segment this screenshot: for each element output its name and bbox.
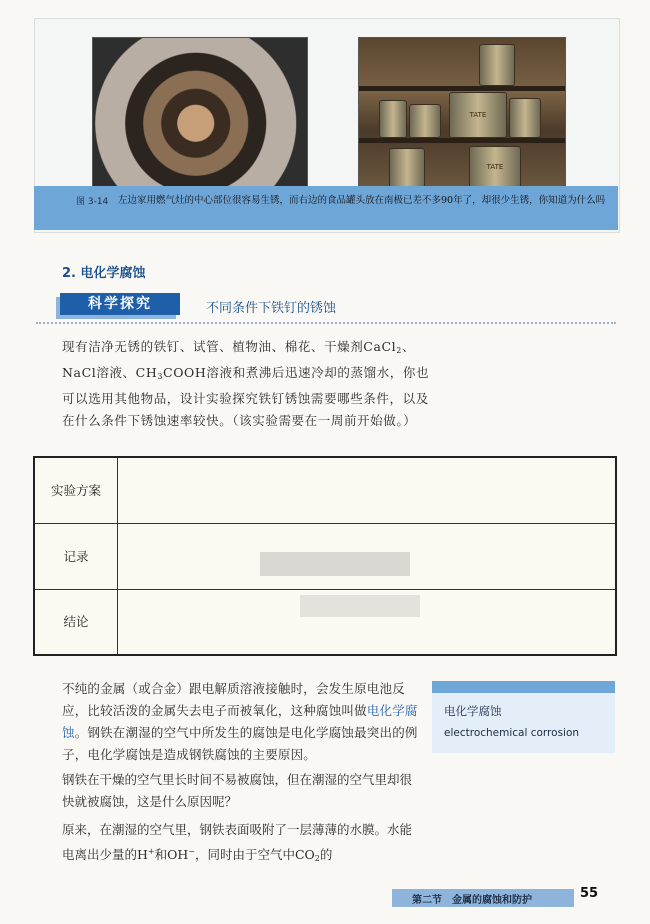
glossary-term-zh: 电化学腐蚀: [444, 704, 502, 718]
gas-stove-photo: [92, 37, 308, 194]
can-label: TATE: [469, 110, 487, 119]
text-run: 原来，在潮湿的空气里，钢铁表面吸附了一层薄薄的水膜。水能电离出少量的H: [62, 822, 413, 863]
bleed-through-shadow: [300, 595, 420, 617]
key-term: 电化学腐蚀: [62, 703, 418, 740]
text-run: 现有洁净无锈的铁钉、试管、植物油、棉花、干燥剂CaCl: [62, 339, 397, 354]
shelf: [359, 86, 565, 91]
inquiry-paragraph: [62, 336, 432, 432]
text-run: ，同时由于空气中CO: [194, 847, 315, 863]
footer-section-title: 第二节 金属的腐蚀和防护: [412, 895, 532, 906]
shelf: [359, 138, 565, 143]
glossary-term-en: electrochemical corrosion: [444, 727, 580, 739]
superscript: +: [147, 847, 155, 856]
answer-cell[interactable]: [118, 457, 617, 523]
text-run: 的: [319, 847, 333, 863]
text-run: COOH溶液和煮沸后迅速冷却的蒸馏水，你也可以选用其他物品，设计实验探究铁钉锈蚀需要哪些条件，以及在什么条件下锈蚀速率较快。（该实验需要在一周前开始做。）: [62, 365, 430, 428]
subscript: 2: [314, 854, 320, 864]
body-paragraph: [62, 678, 424, 766]
text-run: 。钢铁在潮湿的空气中所发生的腐蚀是电化学腐蚀最突出的例子，电化学腐蚀是造成钢铁腐蚀的主要原因。: [62, 725, 418, 762]
body-paragraph: [62, 819, 424, 870]
glossary-header-band: [432, 681, 615, 693]
tin-can: [409, 104, 441, 138]
tin-can: [509, 98, 541, 138]
page-number: 55: [580, 886, 599, 901]
science-inquiry-badge: 科学探究: [60, 293, 180, 315]
antarctic-cans-photo: [358, 37, 566, 194]
tin-can: [449, 92, 507, 138]
row-label: 实验方案: [34, 457, 118, 523]
tin-can: [469, 146, 521, 188]
table-row: [34, 457, 616, 523]
can-label: TATE: [486, 163, 504, 171]
text-run: 、NaCl溶液、CH: [62, 339, 416, 380]
tin-can: [479, 44, 515, 86]
figure-caption-band: [34, 186, 618, 230]
body-paragraph: 钢铁在干燥的空气里长时间不易被腐蚀，但在潮湿的空气里却很快就被腐蚀，这是什么原因呢？: [62, 772, 413, 809]
superscript: −: [188, 847, 195, 856]
inquiry-title: 不同条件下铁钉的锈蚀: [206, 301, 337, 316]
subscript: 2: [396, 346, 402, 355]
text-run: 和OH: [154, 847, 189, 863]
bleed-through-shadow: [260, 552, 410, 576]
dotted-divider: [36, 322, 616, 324]
row-label: 记录: [34, 523, 118, 589]
subscript: 3: [157, 372, 164, 381]
text-run: 不纯的金属（或合金）跟电解质溶液接触时，会发生原电池反应，比较活泼的金属失去电子而被氧化，这种腐蚀叫做: [62, 681, 405, 718]
glossary-box: [432, 693, 615, 753]
row-label: 结论: [34, 589, 118, 655]
tin-can: [389, 148, 425, 188]
figure-number: 图 3-14: [76, 197, 109, 207]
figure-caption: 左边家用燃气灶的中心部位很容易生锈，而右边的食品罐头放在南极已差不多90年了，却很少生锈，你知道为什么吗: [118, 195, 606, 206]
section-heading: 2. 电化学腐蚀: [62, 266, 146, 281]
tin-can: [379, 100, 407, 138]
